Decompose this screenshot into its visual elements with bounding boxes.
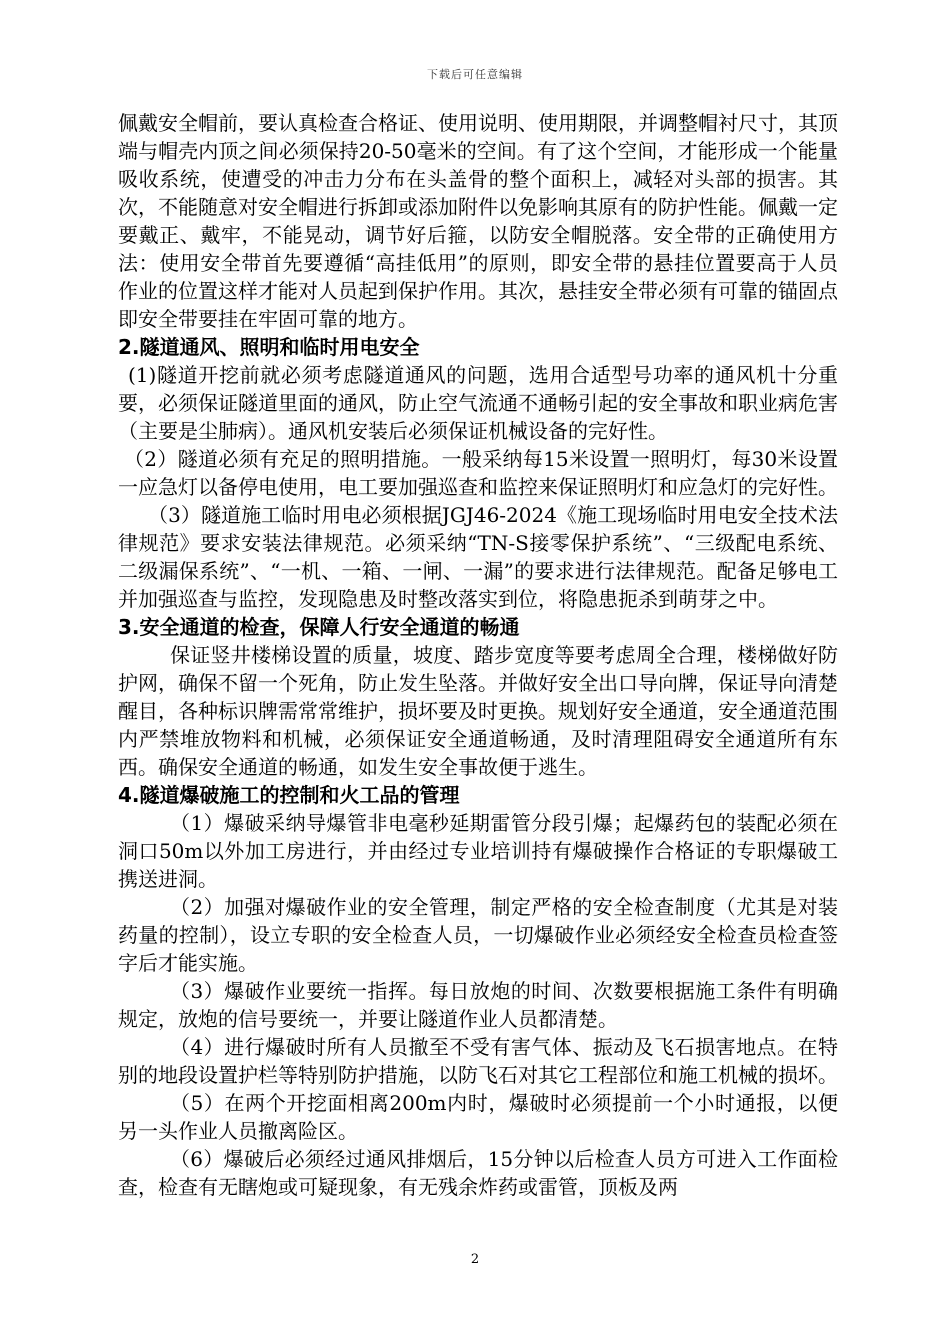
page-header-note: 下载后可任意编辑 (427, 68, 523, 81)
paragraph-blasting-6: （6）爆破后必须经过通风排烟后，15分钟以后检查人员方可进入工作面检查，检查有无瞎炮或可疑现象，有无残余炸药或雷管，顶板及两 (118, 1147, 838, 1199)
paragraph-safety-helmet-belt: 佩戴安全帽前，要认真检查合格证、使用说明、使用期限，并调整帽衬尺寸，其顶端与帽壳内顶之间必须保持20-50毫米的空间。有了这个空间，才能形成一个能量吸收系统，使遭受的冲击力分布在头盖骨的整个面积上，减轻对头部的损害。其次，不能随意对安全帽进行拆卸或添加附件以免影响其原有的防护性能。佩戴一定要戴正、戴牢，不能晃动，调节好后箍，以防安全帽脱落。安全带的正确使用方法：使用安全带首先要遵循“高挂低用”的原则，即安全带的悬挂位置要高于人员作业的位置这样才能对人员起到保护作用。其次，悬挂安全带必须有可靠的锚固点即安全带要挂在牢固可靠的地方。 (118, 111, 838, 331)
paragraph-blasting-2: （2）加强对爆破作业的安全管理，制定严格的安全检查制度（尤其是对装药量的控制），设立专职的安全检查人员，一切爆破作业必须经安全检查员检查签字后才能实施。 (118, 895, 838, 975)
paragraph-ventilation: (1)隧道开挖前就必须考虑隧道通风的问题，选用合适型号功率的通风机十分重要，必须保证隧道里面的通风，防止空气流通不通畅引起的安全事故和职业病危害（主要是尘肺病）。通风机安装后必须保证机械设备的完好性。 (118, 363, 838, 443)
paragraph-safety-passage: 保证竖井楼梯设置的质量，坡度、踏步宽度等要考虑周全合理，楼梯做好防护网，确保不留一个死角，防止发生坠落。并做好安全出口导向牌，保证导向清楚醒目，各种标识牌需常常维护，损坏要及时更换。规划好安全通道，安全通道范围内严禁堆放物料和机械，必须保证安全通道畅通，及时清理阻碍安全通道所有东西。确保安全通道的畅通，如发生安全事故便于逃生。 (118, 643, 838, 779)
paragraph-temporary-power: （3）隧道施工临时用电必须根据JGJ46-2024《施工现场临时用电安全技术法律规范》要求安装法律规范。必须采纳“TN-S接零保护系统”、“三级配电系统、二级漏保系统”、“一机、一箱、一闸、一漏”的要求进行法律规范。配备足够电工并加强巡查与监控，发现隐患及时整改落实到位，将隐患扼杀到萌芽之中。 (118, 503, 838, 611)
section-heading-ventilation: 2.隧道通风、照明和临时用电安全 (118, 335, 420, 359)
paragraph-blasting-1: （1）爆破采纳导爆管非电毫秒延期雷管分段引爆；起爆药包的装配必须在洞口50m以外加工房进行，并由经过专业培训持有爆破操作合格证的专职爆破工携送进洞。 (118, 811, 838, 891)
section-heading-safety-passage: 3.安全通道的检查，保障人行安全通道的畅通 (118, 615, 520, 639)
paragraph-blasting-4: （4）进行爆破时所有人员撤至不受有害气体、振动及飞石损害地点。在特别的地段设置护栏等特别防护措施，以防飞石对其它工程部位和施工机械的损坏。 (118, 1035, 838, 1087)
section-heading-blasting: 4.隧道爆破施工的控制和火工品的管理 (118, 783, 460, 807)
page-number: 2 (470, 1252, 480, 1267)
paragraph-blasting-5: （5）在两个开挖面相离200m内时，爆破时必须提前一个小时通报，以便另一头作业人员撤离险区。 (118, 1091, 838, 1143)
document-body (118, 109, 838, 1201)
paragraph-lighting: （2）隧道必须有充足的照明措施。一般采纳每15米设置一照明灯，每30米设置一应急灯以备停电使用，电工要加强巡查和监控来保证照明灯和应急灯的完好性。 (118, 447, 838, 499)
paragraph-blasting-3: （3）爆破作业要统一指挥。每日放炮的时间、次数要根据施工条件有明确规定，放炮的信号要统一，并要让隧道作业人员都清楚。 (118, 979, 838, 1031)
